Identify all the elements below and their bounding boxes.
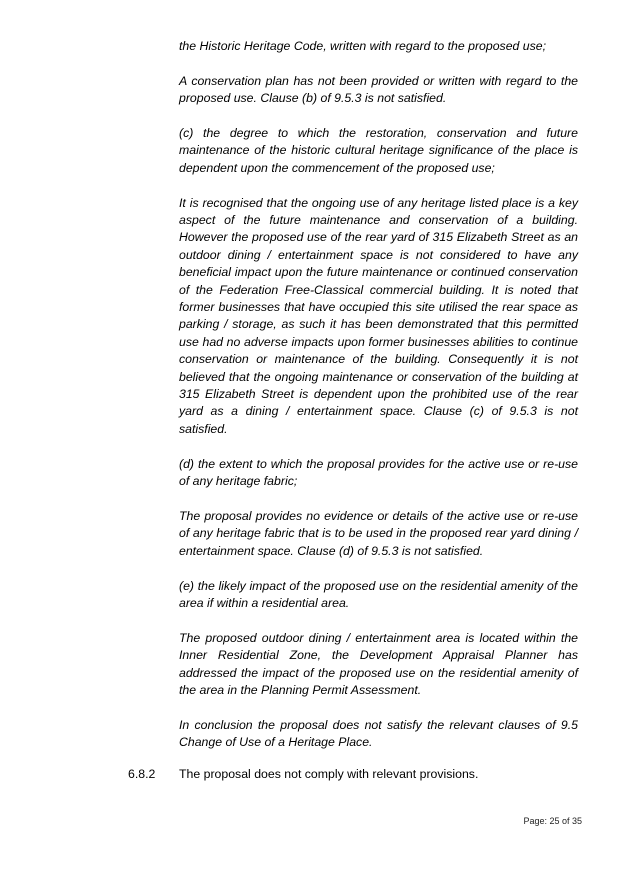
clause-number: 6.8.2 [128, 767, 156, 781]
paragraph-clause-d-assessment: The proposal provides no evidence or details of the active use or re-use of any heritage fabric that is to be used in the proposed rear yard dining / entertainment space. Clause (d) of 9.5.3 is not satisfied. [179, 508, 578, 558]
paragraph-criterion-c: (c) the degree to which the restoration, conservation and future maintenance of the historic cultural heritage significance of the place is dependent upon the commencement of the proposed use; [179, 126, 578, 175]
paragraph-conclusion: In conclusion the proposal does not satisfy the relevant clauses of 9.5 Change of Use of a Heritage Place. [179, 717, 578, 750]
page-number: Page: 25 of 35 [523, 816, 582, 826]
paragraph-criterion-d: (d) the extent to which the proposal provides for the active use or re-use of any heritage fabric; [179, 456, 578, 489]
paragraph-criterion-e: (e) the likely impact of the proposed use on the residential amenity of the area if within a residential area. [179, 578, 578, 610]
paragraph-clause-e-assessment: The proposed outdoor dining / entertainment area is located within the Inner Residential Zone, the Development Appraisal Planner has addressed the impact of the proposed use on the residential amenity of the area in the Planning Permit Assessment. [179, 630, 578, 697]
paragraph-clause-b-assessment: A conservation plan has not been provided or written with regard to the proposed use. Clause (b) of 9.5.3 is not satisfied. [179, 73, 578, 106]
body-text [179, 38, 578, 769]
paragraph-heritage-code-continuation: the Historic Heritage Code, written with regard to the proposed use; [179, 39, 547, 53]
paragraph-clause-c-assessment: It is recognised that the ongoing use of any heritage listed place is a key aspect of the future maintenance and conservation of a building. However the proposed use of the rear yard of 315 Elizabeth Street as an outdoor dining / entertainment space is not considered to have any beneficial impact upon the future maintenance or continued conservation of the Federation Free-Classical commercial building. It is noted that former businesses that have occupied this site utilised the rear space as parking / storage, as such it has been demonstrated that this permitted use had no adverse impacts upon former businesses abilities to continue conservation or maintenance of the building. Consequently it is not believed that the ongoing maintenance or conservation of the building at 315 Elizabeth Street is dependent upon the prohibited use of the rear yard as a dining / entertainment space. Clause (c) of 9.5.3 is not satisfied. [179, 195, 578, 436]
clause-text: The proposal does not comply with relevant provisions. [179, 767, 479, 781]
